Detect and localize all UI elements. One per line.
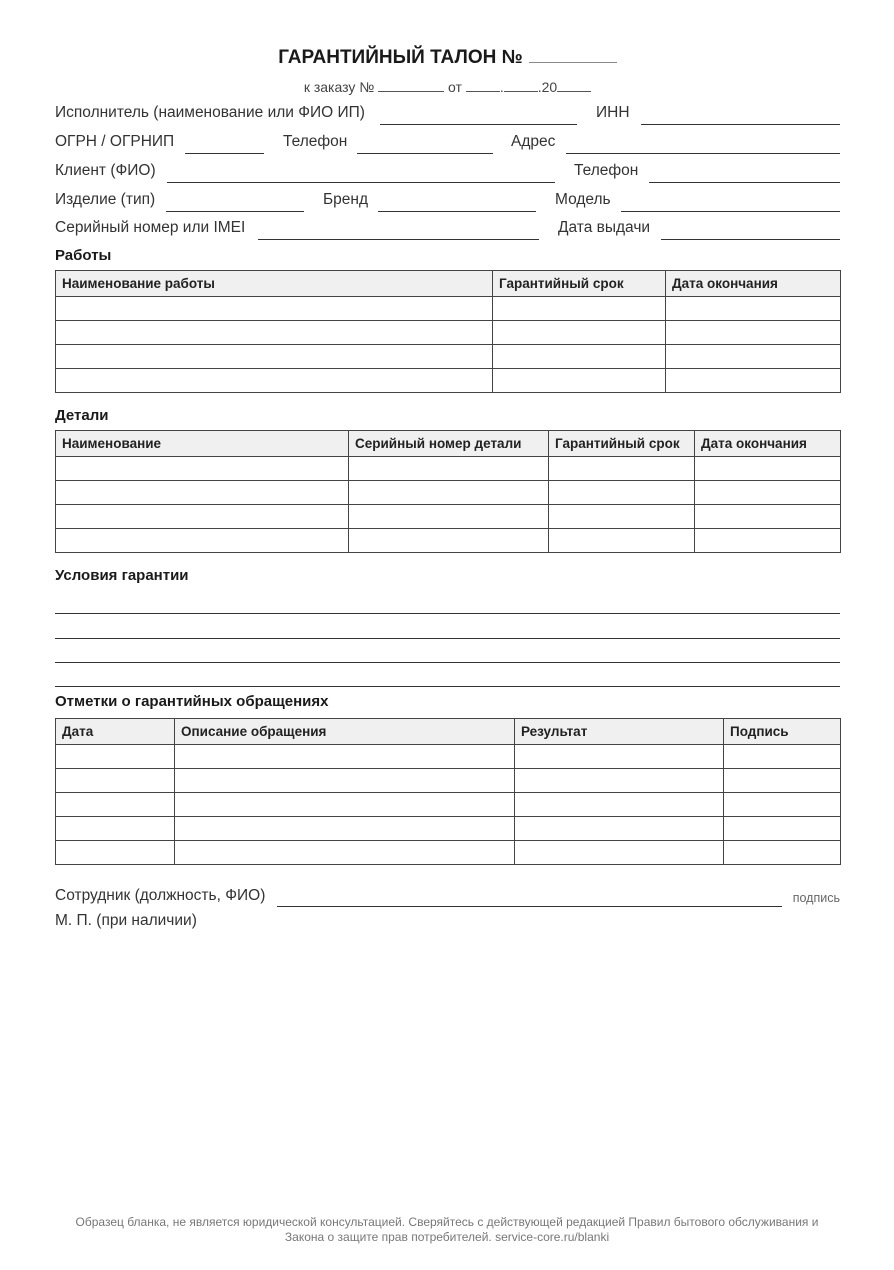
table-cell[interactable]: [515, 793, 724, 817]
form-title: [55, 47, 840, 69]
order-from-label: от: [448, 79, 462, 95]
table-cell[interactable]: [56, 481, 349, 505]
executor-label: Исполнитель (наименование или ФИО ИП): [55, 104, 365, 121]
table-row: [56, 817, 841, 841]
order-date-dot: .: [499, 79, 504, 95]
executor-field[interactable]: [380, 124, 577, 125]
table-cell[interactable]: [175, 745, 515, 769]
table-cell[interactable]: [695, 505, 841, 529]
claims-col-description: Описание обращения: [175, 719, 515, 745]
claims-col-result: Результат: [515, 719, 724, 745]
parts-col-warranty: Гарантийный срок: [549, 431, 695, 457]
works-col-name: Наименование работы: [56, 271, 493, 297]
order-number-field[interactable]: [378, 80, 444, 92]
works-table: [55, 270, 841, 393]
table-row: [56, 745, 841, 769]
inn-label: ИНН: [596, 104, 630, 121]
table-cell[interactable]: [724, 769, 841, 793]
table-row: [56, 793, 841, 817]
table-cell[interactable]: [724, 841, 841, 865]
table-cell[interactable]: [349, 481, 549, 505]
table-cell[interactable]: [175, 841, 515, 865]
table-row: [56, 321, 841, 345]
table-cell[interactable]: [515, 769, 724, 793]
parts-table: [55, 430, 841, 553]
table-cell[interactable]: [56, 297, 493, 321]
conditions-line[interactable]: [55, 613, 840, 614]
parts-header-row: [56, 431, 841, 457]
product-row: [55, 191, 840, 213]
ogrn-field[interactable]: [185, 153, 264, 154]
table-cell[interactable]: [515, 745, 724, 769]
ogrn-row: [55, 133, 840, 155]
brand-field[interactable]: [378, 211, 536, 212]
works-col-end-date: Дата окончания: [666, 271, 841, 297]
table-cell[interactable]: [666, 345, 841, 369]
parts-col-name: Наименование: [56, 431, 349, 457]
claims-section-title: Отметки о гарантийных обращениях: [55, 693, 329, 710]
issue-date-label: Дата выдачи: [558, 219, 651, 236]
serial-field[interactable]: [258, 239, 539, 240]
brand-label: Бренд: [323, 191, 369, 208]
employee-label: Сотрудник (должность, ФИО): [55, 887, 266, 904]
table-row: [56, 457, 841, 481]
table-cell[interactable]: [493, 345, 666, 369]
table-row: [56, 505, 841, 529]
works-col-warranty: Гарантийный срок: [493, 271, 666, 297]
order-reference: [55, 79, 840, 95]
table-cell[interactable]: [666, 321, 841, 345]
table-cell[interactable]: [493, 321, 666, 345]
disclaimer-line-2: Закона о защите прав потребителей. service-core.ru/blanki: [284, 1230, 610, 1244]
table-cell[interactable]: [56, 745, 175, 769]
table-cell[interactable]: [56, 769, 175, 793]
issue-date-field[interactable]: [661, 239, 840, 240]
ogrn-label: ОГРН / ОГРНИП: [55, 133, 175, 150]
inn-field[interactable]: [641, 124, 840, 125]
conditions-section-title: Условия гарантии: [55, 567, 189, 584]
conditions-line[interactable]: [55, 638, 840, 639]
phone-label: Телефон: [283, 133, 348, 150]
works-section-title: Работы: [55, 247, 112, 264]
claims-table: [55, 718, 841, 865]
employee-signature-row: [55, 887, 840, 909]
disclaimer-line-1: Образец бланка, не является юридической консультацией. Сверяйтесь с действующей редакцией Правил бытового обслуживания и: [75, 1215, 819, 1229]
table-row: [56, 345, 841, 369]
product-field[interactable]: [166, 211, 304, 212]
signature-hint: подпись: [792, 891, 840, 905]
order-year-prefix: .20: [537, 79, 558, 95]
table-cell[interactable]: [493, 369, 666, 393]
table-cell[interactable]: [56, 505, 349, 529]
parts-section-title: Детали: [55, 407, 109, 424]
table-cell[interactable]: [724, 745, 841, 769]
ticket-number-field[interactable]: [529, 48, 617, 63]
table-cell[interactable]: [56, 369, 493, 393]
model-field[interactable]: [621, 211, 840, 212]
model-label: Модель: [555, 191, 611, 208]
claims-col-date: Дата: [56, 719, 175, 745]
table-cell[interactable]: [724, 793, 841, 817]
table-cell[interactable]: [175, 817, 515, 841]
conditions-line[interactable]: [55, 662, 840, 663]
order-day-field[interactable]: [466, 80, 500, 92]
table-cell[interactable]: [695, 481, 841, 505]
table-cell[interactable]: [515, 817, 724, 841]
client-field[interactable]: [167, 182, 555, 183]
order-month-field[interactable]: [504, 80, 538, 92]
table-cell[interactable]: [666, 369, 841, 393]
table-row: [56, 369, 841, 393]
employee-signature-field[interactable]: [277, 906, 782, 907]
table-row: [56, 297, 841, 321]
client-row: [55, 162, 840, 184]
table-cell[interactable]: [493, 297, 666, 321]
parts-col-end-date: Дата окончания: [695, 431, 841, 457]
table-cell[interactable]: [56, 817, 175, 841]
table-cell[interactable]: [56, 841, 175, 865]
disclaimer-footer: [0, 1215, 894, 1245]
stamp-label: М. П. (при наличии): [55, 912, 197, 929]
table-cell[interactable]: [695, 457, 841, 481]
parts-col-serial: Серийный номер детали: [349, 431, 549, 457]
works-header-row: [56, 271, 841, 297]
serial-label: Серийный номер или IMEI: [55, 219, 246, 236]
table-cell[interactable]: [56, 457, 349, 481]
form-title-text: ГАРАНТИЙНЫЙ ТАЛОН №: [278, 47, 523, 68]
table-row: [56, 769, 841, 793]
table-cell[interactable]: [695, 529, 841, 553]
address-label: Адрес: [511, 133, 556, 150]
phone-field[interactable]: [357, 153, 493, 154]
table-cell[interactable]: [549, 505, 695, 529]
claims-col-signature: Подпись: [724, 719, 841, 745]
table-cell[interactable]: [549, 481, 695, 505]
claims-header-row: [56, 719, 841, 745]
table-cell[interactable]: [666, 297, 841, 321]
product-label: Изделие (тип): [55, 191, 156, 208]
address-field[interactable]: [566, 153, 840, 154]
table-cell[interactable]: [175, 769, 515, 793]
client-phone-label: Телефон: [574, 162, 639, 179]
executor-row: [55, 104, 840, 126]
table-cell[interactable]: [515, 841, 724, 865]
client-phone-field[interactable]: [649, 182, 840, 183]
order-prefix-label: к заказу №: [303, 79, 375, 95]
table-cell[interactable]: [549, 529, 695, 553]
order-year-field[interactable]: [557, 80, 591, 92]
table-cell[interactable]: [56, 529, 349, 553]
table-cell[interactable]: [349, 505, 549, 529]
table-row: [56, 529, 841, 553]
table-cell[interactable]: [56, 321, 493, 345]
conditions-line[interactable]: [55, 686, 840, 687]
table-cell[interactable]: [175, 793, 515, 817]
table-row: [56, 481, 841, 505]
table-cell[interactable]: [56, 793, 175, 817]
table-cell[interactable]: [349, 529, 549, 553]
serial-row: [55, 219, 840, 241]
table-cell[interactable]: [549, 457, 695, 481]
table-row: [56, 841, 841, 865]
table-cell[interactable]: [349, 457, 549, 481]
table-cell[interactable]: [724, 817, 841, 841]
table-cell[interactable]: [56, 345, 493, 369]
client-label: Клиент (ФИО): [55, 162, 156, 179]
